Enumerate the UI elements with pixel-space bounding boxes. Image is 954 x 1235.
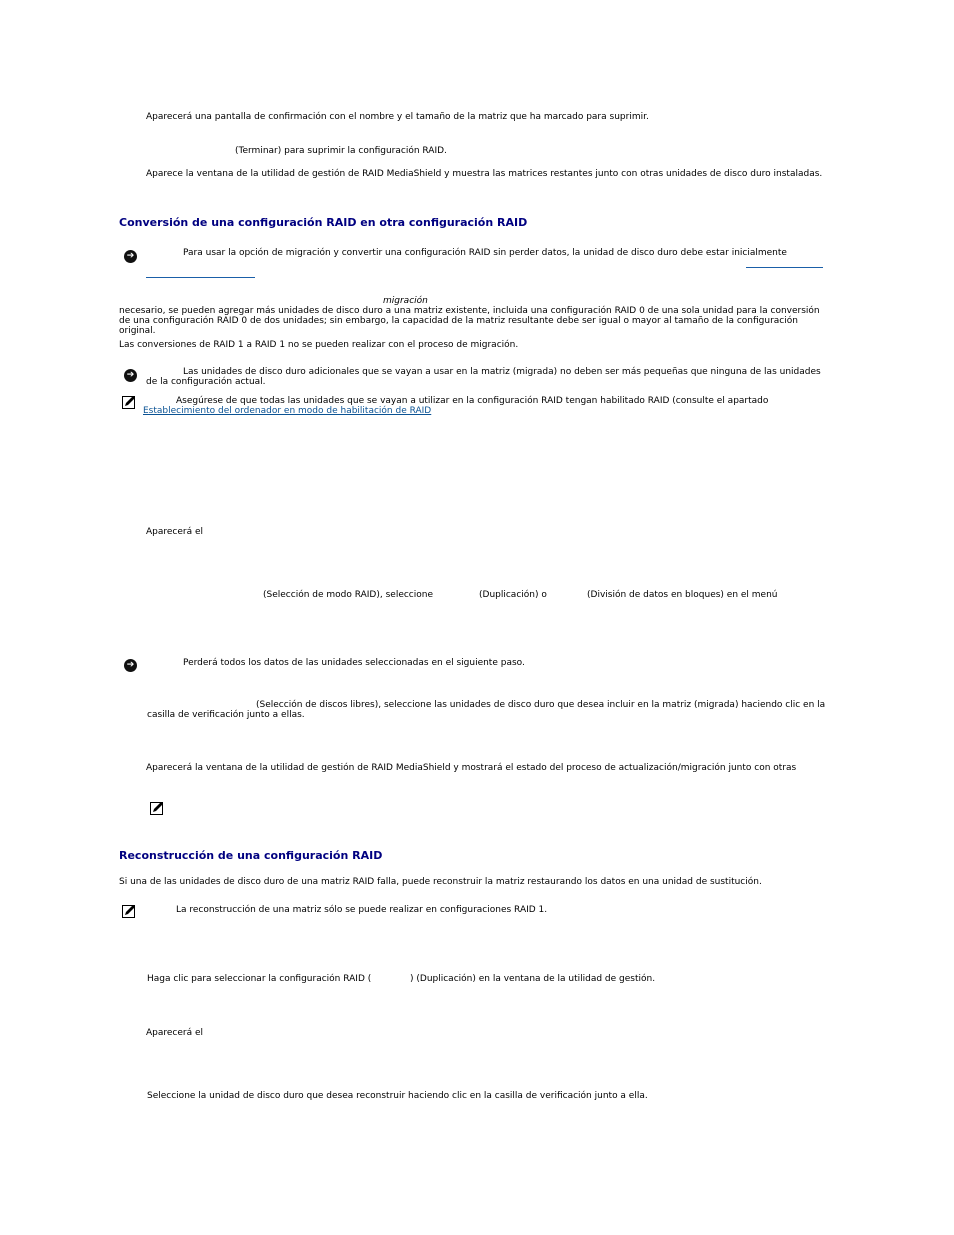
notice-data-loss-text: Perderá todos los datos de las unidades seleccionadas en el siguiente paso. bbox=[183, 658, 525, 668]
mirroring-text: (Duplicación) o bbox=[479, 590, 547, 600]
select-drive-rebuild-text: Seleccione la unidad de disco duro que desea reconstruir haciendo clic en la casilla de verificación junto a ella. bbox=[147, 1091, 648, 1101]
notice-icon: ➔ bbox=[124, 659, 137, 672]
note-pencil-icon bbox=[122, 904, 136, 918]
migration-status-text: Aparecerá la ventana de la utilidad de gestión de RAID MediaShield y mostrará el estado del proceso de actualización/migración junto con otras bbox=[146, 763, 797, 773]
notice-additional-drives-text: Las unidades de disco duro adicionales que se vayan a usar en la matriz (migrada) no deben ser más pequeñas que ninguna de las unidades de la configuración actual. bbox=[146, 367, 821, 387]
raid-mode-selection-text: (Selección de modo RAID), seleccione bbox=[263, 590, 434, 600]
note-raid-enabled-text: Asegúrese de que todas las unidades que se vayan a utilizar en la configuración RAID tengan habilitado RAID (consulte el apartado bbox=[176, 396, 769, 406]
terminate-text: (Terminar) para suprimir la configuración RAID. bbox=[235, 146, 447, 156]
notice-icon: ➔ bbox=[124, 369, 137, 382]
striping-text: (División de datos en bloques) en el menú bbox=[587, 590, 778, 600]
note-pencil-icon bbox=[122, 395, 136, 409]
select-raid-text-a: Haga clic para seleccionar la configuración RAID ( bbox=[147, 974, 372, 984]
notice-migration-text: Para usar la opción de migración y convertir una configuración RAID sin perder datos, la unidad de disco duro debe estar inicialmente bbox=[183, 248, 787, 258]
note-rebuild-raid1-text: La reconstrucción de una matriz sólo se puede realizar en configuraciones RAID 1. bbox=[176, 905, 548, 915]
link-underline[interactable] bbox=[146, 277, 255, 278]
select-raid-text-b: ) (Duplicación) en la ventana de la utilidad de gestión. bbox=[410, 974, 656, 984]
free-disk-selection-text: (Selección de discos libres), seleccione las unidades de disco duro que desea incluir en la matriz (migrada) haciendo clic en la casilla de verificación junto a ellas. bbox=[147, 700, 826, 720]
appears-text: Aparecerá el bbox=[146, 527, 204, 537]
rebuild-intro-text: Si una de las unidades de disco duro de una matriz RAID falla, puede reconstruir la matriz restaurando los datos en una unidad de sustitución. bbox=[119, 877, 762, 887]
raid1-conversion-text: Las conversiones de RAID 1 a RAID 1 no se pueden realizar con el proceso de migración. bbox=[119, 340, 519, 350]
section-title-rebuild: Reconstrucción de una configuración RAID bbox=[119, 849, 383, 862]
notice-icon: ➔ bbox=[124, 250, 137, 263]
section-title-conversion: Conversión de una configuración RAID en otra configuración RAID bbox=[119, 216, 528, 229]
confirmation-text: Aparecerá una pantalla de confirmación con el nombre y el tamaño de la matriz que ha marcado para suprimir. bbox=[146, 112, 649, 122]
mediashield-window-text: Aparece la ventana de la utilidad de gestión de RAID MediaShield y muestra las matrices restantes junto con otras unidades de disco duro instaladas. bbox=[146, 169, 823, 179]
migration-body-text: necesario, se pueden agregar más unidades de disco duro a una matriz existente, incluida una configuración RAID 0 de una sola unidad para la conversión de una configuración RAID 0 de dos unidades; sin embargo, la capacidad de la matriz resultante debe ser igual o mayor al tamaño de la configuración original. bbox=[119, 306, 820, 336]
migration-term: migración bbox=[383, 296, 428, 306]
raid-mode-link[interactable]: Establecimiento del ordenador en modo de habilitación de RAID bbox=[143, 406, 432, 416]
appears-text: Aparecerá el bbox=[146, 1028, 204, 1038]
note-pencil-icon bbox=[150, 801, 164, 815]
raid-mode-link-wrapper[interactable] bbox=[143, 406, 431, 416]
link-underline[interactable] bbox=[746, 267, 823, 268]
